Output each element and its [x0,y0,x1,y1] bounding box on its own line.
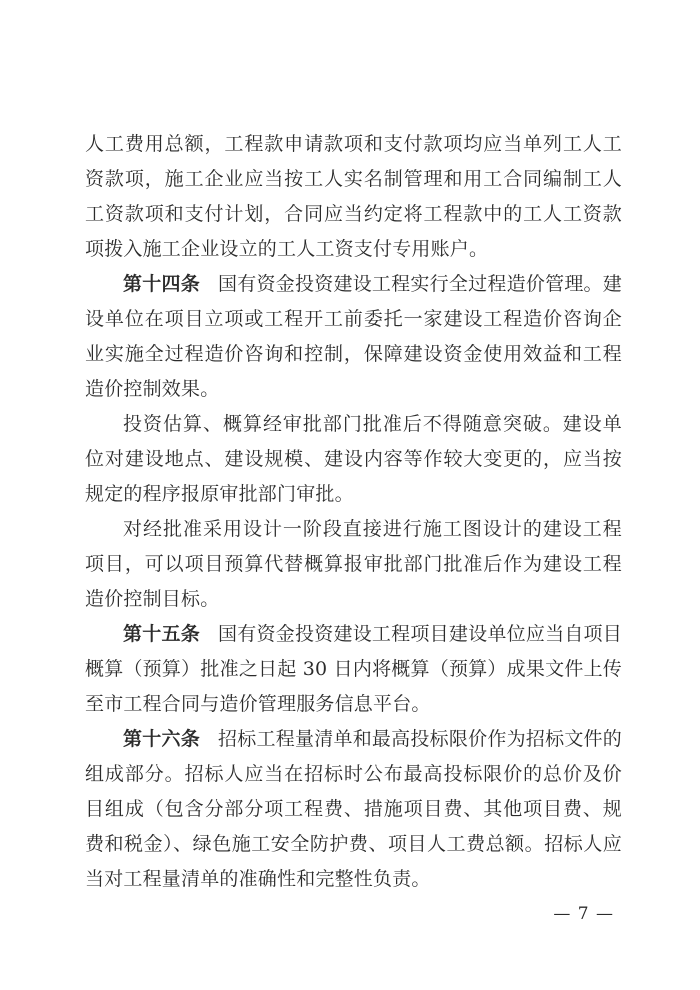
paragraph-text: 投资估算、概算经审批部门批准后不得随意突破。建设单位对建设地点、建设规模、建设内容等作较大变更的，应当按规定的程序报原审批部门审批。 [85,413,622,505]
paragraph-text: 招标工程量清单和最高投标限价作为招标文件的组成部分。招标人应当在招标时公布最高投标限价的总价及价目组成（包含分部分项工程费、措施项目费、其他项目费、规费和税金）、绿色施工安全防护费、项目人工费总额。招标人应当对工程量清单的准确性和完整性负责。 [85,728,622,890]
paragraph-text: 国有资金投资建设工程实行全过程造价管理。建设单位在项目立项或工程开工前委托一家建设工程造价咨询企业实施全过程造价咨询和控制，保障建设资金使用效益和工程造价控制效果。 [85,273,622,400]
document-body [85,127,622,897]
article-number: 第十五条 [123,623,200,645]
paragraph [85,407,622,512]
paragraph [85,512,622,617]
paragraph [85,127,622,267]
paragraph-article-15 [85,617,622,722]
paragraph-text: 人工费用总额，工程款申请款项和支付款项均应当单列工人工资款项，施工企业应当按工人实名制管理和用工合同编制工人工资款项和支付计划，合同应当约定将工程款中的工人工资款项拨入施工企业设立的工人工资支付专用账户。 [85,133,622,260]
article-number: 第十六条 [123,728,200,750]
page-number: — 7 — [553,904,614,924]
paragraph-text: 国有资金投资建设工程项目建设单位应当自项目概算（预算）批准之日起 30 日内将概算（预算）成果文件上传至市工程合同与造价管理服务信息平台。 [85,623,622,715]
paragraph-article-16 [85,722,622,897]
article-number: 第十四条 [123,273,200,295]
paragraph-text: 对经批准采用设计一阶段直接进行施工图设计的建设工程项目，可以项目预算代替概算报审批部门批准后作为建设工程造价控制目标。 [85,518,622,610]
paragraph-article-14 [85,267,622,407]
